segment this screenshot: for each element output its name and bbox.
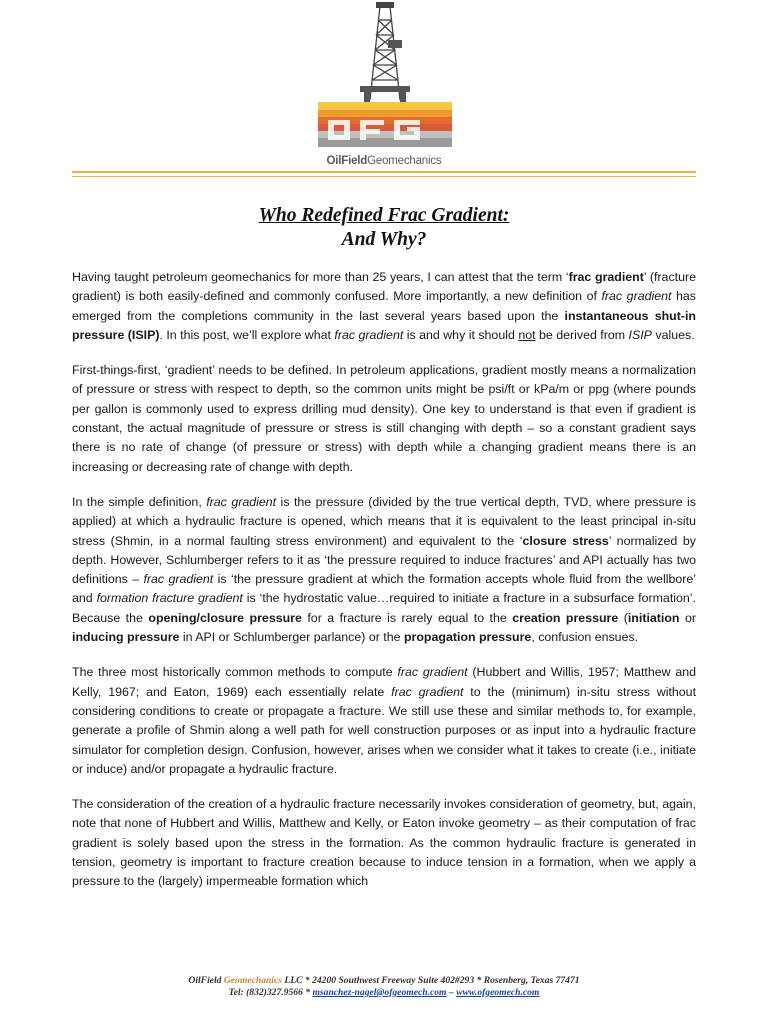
document-title (0, 204, 768, 252)
italic-run: frac gradient (206, 494, 277, 509)
text-run: , confusion ensues. (531, 630, 639, 645)
bold-run: inducing pressure (72, 630, 180, 645)
text-run: or (679, 610, 696, 625)
text-run: ’ normalized by depth. However, Schlumberger refers to it as ‘the pressure required to induce fractures’ and API actually has two definitions – (72, 533, 696, 587)
text-run: Having taught petroleum geomechanics for more than 25 years, I can attest that the term ‘ (72, 270, 569, 284)
text-run: ( (618, 610, 628, 625)
text-run: is ‘the pressure gradient at which the formation accepts whole fluid from the wellbore’ and (72, 572, 696, 606)
header-rule-bottom (72, 176, 696, 177)
text-run: In the simple definition, (72, 494, 207, 509)
oilfield-geomechanics-logo (300, 0, 470, 178)
footer-address: LLC * 24200 Southwest Freeway Suite 402#293 * Rosenberg, Texas 77471 (281, 975, 580, 986)
footer-website-link[interactable]: www.ofgeomech.com (456, 987, 540, 998)
article-body (72, 268, 696, 908)
footer-separator: – (446, 987, 457, 998)
footer-contact-line (0, 987, 768, 999)
bold-run: creation pressure (512, 610, 619, 625)
footer-address-line (0, 975, 768, 987)
footer-company-bold: OilField (188, 975, 224, 986)
italic-run: ISIP (628, 327, 652, 342)
bold-run: propagation pressure (403, 630, 532, 645)
text-run: is ‘the hydrostatic value…required to initiate a fracture in a subsurface formation’. Because the (72, 591, 696, 625)
bold-run: initiation (627, 610, 680, 625)
title-line-1: Who Redefined Frac Gradient: (258, 205, 510, 226)
text-run: The three most historically common methods to compute (72, 665, 398, 680)
footer-phone: Tel: (832)327.9566 * (228, 987, 313, 998)
text-run: values. (651, 327, 695, 342)
bold-run: closure stress (522, 533, 609, 548)
title-line-2: And Why? (341, 229, 427, 250)
underline-run: not (518, 327, 536, 342)
italic-run: frac gradient (334, 327, 404, 342)
brand-name-bold: OilField (326, 155, 368, 167)
text-run: ’ (fracture gradient) is both easily-defined and commonly confused. More importantly, a new definition of (72, 270, 696, 304)
page-footer (0, 975, 768, 999)
text-run: for a fracture is rarely equal to the (301, 610, 513, 625)
text-run: be derived from (535, 327, 629, 342)
bold-run: instantaneous shut-in pressure (ISIP) (72, 308, 697, 342)
text-run: is and why it should (403, 327, 519, 342)
italic-run: frac gradient (397, 665, 468, 680)
footer-company-accent: Geomechanics (223, 975, 282, 986)
italic-run: frac gradient (601, 289, 672, 304)
paragraph-5: The consideration of the creation of a hydraulic fracture necessarily invokes consideration of geometry, but, again, note that none of Hubbert and Willis, Matthew and Kelly, or Eaton invoke geometry – as their computation of frac gradient is solely based upon the stress in the formation. As the common hydraulic fracture is generated in tension, geometry is important to fracture creation because to induce tension in a formation, when we apply a pressure to the (largely) impermeable formation which (72, 797, 696, 889)
paragraph-3 (72, 493, 696, 647)
brand-name-regular: Geomechanics (367, 155, 442, 167)
paragraph-1 (72, 268, 696, 345)
italic-run: formation fracture gradient (96, 591, 243, 606)
footer-email-link[interactable]: msanchez-nagel@ofgeomech.com (312, 987, 447, 998)
italic-run: frac gradient (391, 684, 464, 699)
paragraph-4 (72, 663, 696, 779)
text-run: (Hubbert and Willis, 1957; Matthew and Kelly, 1967; and Eaton, 1969) each essentially relate (72, 665, 697, 699)
bold-run: frac gradient (568, 270, 644, 284)
paragraph-2: First-things-first, ‘gradient’ needs to be defined. In petroleum applications, gradient mostly means a normalization of pressure or stress with respect to depth, so the common units might be psi/ft or kPa/m or ppg (where pounds per gallon is commonly used to express drilling mud density). One key to understand is that even if gradient is constant, the actual magnitude of pressure or stress is still changing with depth – so a constant gradient says there is no rate of change (of pressure or stress) with depth while a changing gradient means there is an increasing or decreasing rate of change with depth. (72, 363, 696, 474)
text-run: to the (minimum) in-situ stress without considering conditions to create or propagate a fracture. We still use these and similar methods to, for example, generate a profile of Shmin along a well path for well construction purposes or as input into a hydraulic fracture simulator for completion design. Confusion, however, arises when we consider what it takes to create (i.e., initiate or induce) and/or propagate a hydraulic fracture. (72, 684, 697, 776)
text-run: has emerged from the completions community in the last several years based upon the (72, 289, 697, 323)
text-run: is the pressure (divided by the true vertical depth, TVD, where pressure is applied) at which a hydraulic fracture is opened, which means that it is equivalent to the least principal in-situ stress (Shmin, in a normal faulting stress environment) and equivalent to the ‘ (72, 494, 696, 548)
bold-run: opening/closure pressure (148, 610, 302, 625)
header-rule-top (72, 171, 696, 173)
brand-wordmark (0, 155, 768, 167)
italic-run: frac gradient (143, 572, 214, 587)
text-run: in API or Schlumberger parlance) or the (179, 630, 404, 645)
text-run: . In this post, we’ll explore what (159, 327, 335, 342)
